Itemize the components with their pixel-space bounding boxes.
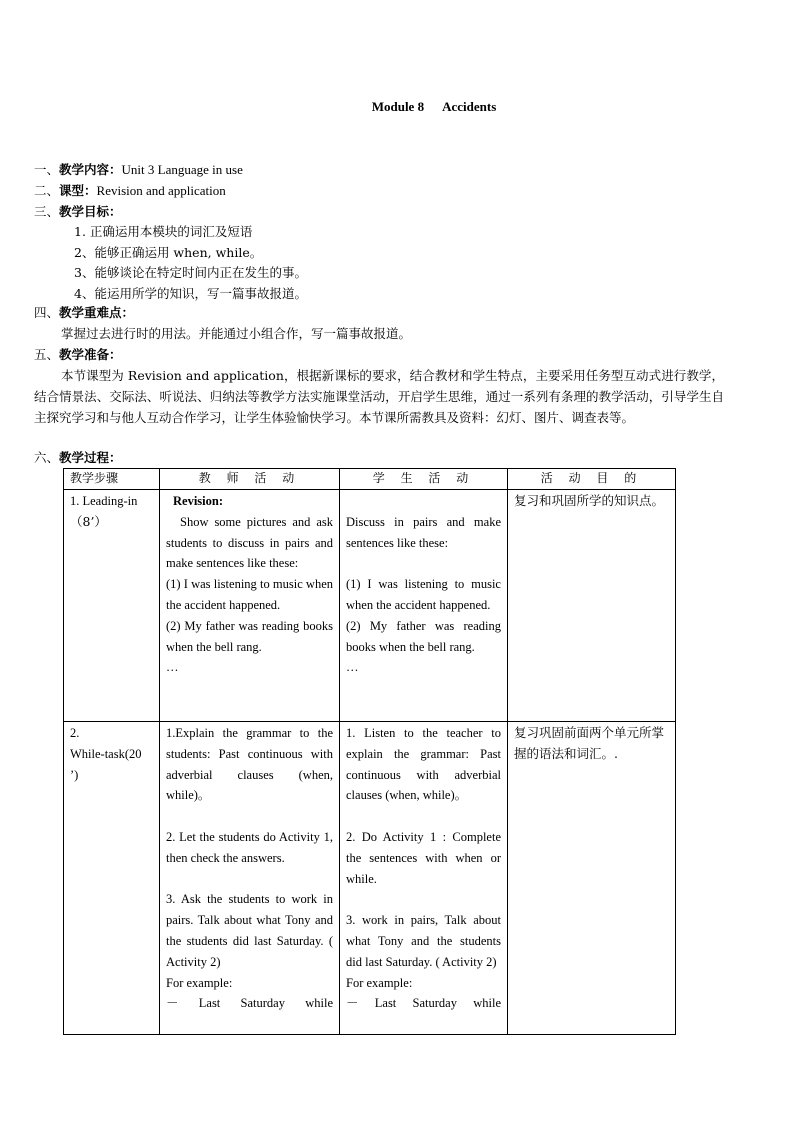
revision-heading: Revision: bbox=[173, 494, 223, 508]
student-cell bbox=[340, 722, 508, 1035]
section-label: 教学准备： bbox=[59, 347, 122, 362]
section-label: 教学重难点： bbox=[59, 305, 135, 320]
purpose-cell bbox=[508, 722, 676, 1035]
ellipsis: … bbox=[346, 660, 359, 675]
student-example-label: For example: bbox=[346, 975, 413, 990]
process-table bbox=[63, 468, 676, 1035]
teacher-cell bbox=[160, 490, 340, 722]
section-label: 教学内容： bbox=[59, 162, 122, 177]
teacher-intro: Show some pictures and ask students to discuss in pairs and make sentences like these: bbox=[166, 514, 333, 571]
header-teacher: 教 师 活 动 bbox=[160, 469, 340, 490]
section-preparation bbox=[34, 345, 122, 365]
purpose-text: 复习和巩固所学的知识点。 bbox=[514, 493, 665, 508]
teacher-step: 1.Explain the grammar to the students: Past continuous with adverbial clauses (when, while)。 bbox=[166, 726, 333, 803]
step-label: While-task(20 bbox=[70, 746, 142, 761]
section-num: 六、 bbox=[34, 450, 60, 465]
section-num: 一、 bbox=[34, 162, 60, 177]
table-header-row bbox=[64, 469, 676, 490]
module-number: Module 8 bbox=[371, 99, 425, 114]
step-label: 1. Leading-in bbox=[70, 494, 138, 508]
section-num: 三、 bbox=[34, 204, 60, 219]
student-example: (2) My father was reading books when the bell rang. bbox=[346, 618, 501, 654]
section-key-points bbox=[34, 303, 134, 323]
section-label: 教学目标： bbox=[59, 204, 122, 219]
section-num: 四、 bbox=[34, 305, 60, 320]
page-title bbox=[0, 99, 794, 115]
step-cell bbox=[64, 490, 160, 722]
ellipsis: … bbox=[166, 660, 179, 675]
teacher-example: (2) My father was reading books when the bell rang. bbox=[166, 618, 333, 654]
section-num: 五、 bbox=[34, 347, 60, 362]
module-topic: Accidents bbox=[442, 99, 497, 114]
table-row bbox=[64, 490, 676, 722]
section-lesson-type bbox=[34, 181, 226, 201]
preparation-text: 本节课型为 Revision and application，根据新课标的要求，结合教材和学生特点，主要采用任务型互动式进行教学，结合情景法、交际法、听说法、归纳法等教学方法实施课堂活动，开启学生思维，通过一系列有条理的教学活动，引导学生自主探究学习和与他人互动合作学习，让学生体验愉快学习。本节课所需教具及资料：幻灯、图片、调查表等。 bbox=[34, 368, 724, 425]
objective-item: 1. 正确运用本模块的词汇及短语 bbox=[74, 224, 253, 239]
objective-item: 3、能够谈论在特定时间内正在发生的事。 bbox=[74, 265, 307, 280]
objective-item: 4、能运用所学的知识，写一篇事故报道。 bbox=[74, 286, 307, 301]
step-duration: ’) bbox=[70, 767, 79, 782]
key-points-text: 掌握过去进行时的用法。并能通过小组合作，写一篇事故报道。 bbox=[61, 326, 412, 341]
section-num: 二、 bbox=[34, 183, 60, 198]
step-duration: （8’） bbox=[70, 513, 107, 529]
teacher-example: (1) I was listening to music when the accident happened. bbox=[166, 577, 333, 612]
objective-item: 2、能够正确运用 when, while。 bbox=[74, 245, 263, 260]
student-step: 1. Listen to the teacher to explain the grammar: Past continuous with adverbial clauses (when, while)。 bbox=[346, 726, 501, 803]
table-row bbox=[64, 722, 676, 1035]
section-value: Revision and application bbox=[96, 183, 226, 198]
student-example: (1) I was listening to music when the accident happened. bbox=[346, 577, 501, 612]
student-intro: Discuss in pairs and make sentences like these: bbox=[346, 514, 501, 550]
student-cell bbox=[340, 490, 508, 722]
header-student: 学 生 活 动 bbox=[340, 469, 508, 490]
teacher-cell bbox=[160, 722, 340, 1035]
teacher-step: 3. Ask the students to work in pairs. Talk about what Tony and the students did last Saturday. ( Activity 2) bbox=[166, 892, 333, 969]
step-label: 2. bbox=[70, 726, 80, 740]
section-objectives bbox=[34, 202, 122, 222]
teacher-example-label: For example: bbox=[166, 975, 233, 990]
student-step: 3. work in pairs, Talk about what Tony and the students did last Saturday. ( Activity 2) bbox=[346, 913, 501, 969]
header-step: 教学步骤 bbox=[64, 469, 160, 490]
purpose-cell bbox=[508, 490, 676, 722]
section-value: Unit 3 Language in use bbox=[121, 162, 243, 177]
section-process bbox=[34, 448, 122, 468]
section-content bbox=[34, 160, 243, 180]
purpose-text: 复习巩固前面两个单元所掌握的语法和词汇。. bbox=[514, 725, 665, 761]
student-example: － Last Saturday while bbox=[346, 996, 501, 1011]
section-label: 课型： bbox=[59, 183, 97, 198]
header-purpose: 活 动 目 的 bbox=[508, 469, 676, 490]
section-label: 教学过程： bbox=[59, 450, 122, 465]
teacher-step: 2. Let the students do Activity 1, then check the answers. bbox=[166, 829, 333, 865]
step-cell bbox=[64, 722, 160, 1035]
student-step: 2. Do Activity 1 : Complete the sentences with when or while. bbox=[346, 829, 501, 886]
teacher-example: － Last Saturday while bbox=[166, 996, 333, 1011]
